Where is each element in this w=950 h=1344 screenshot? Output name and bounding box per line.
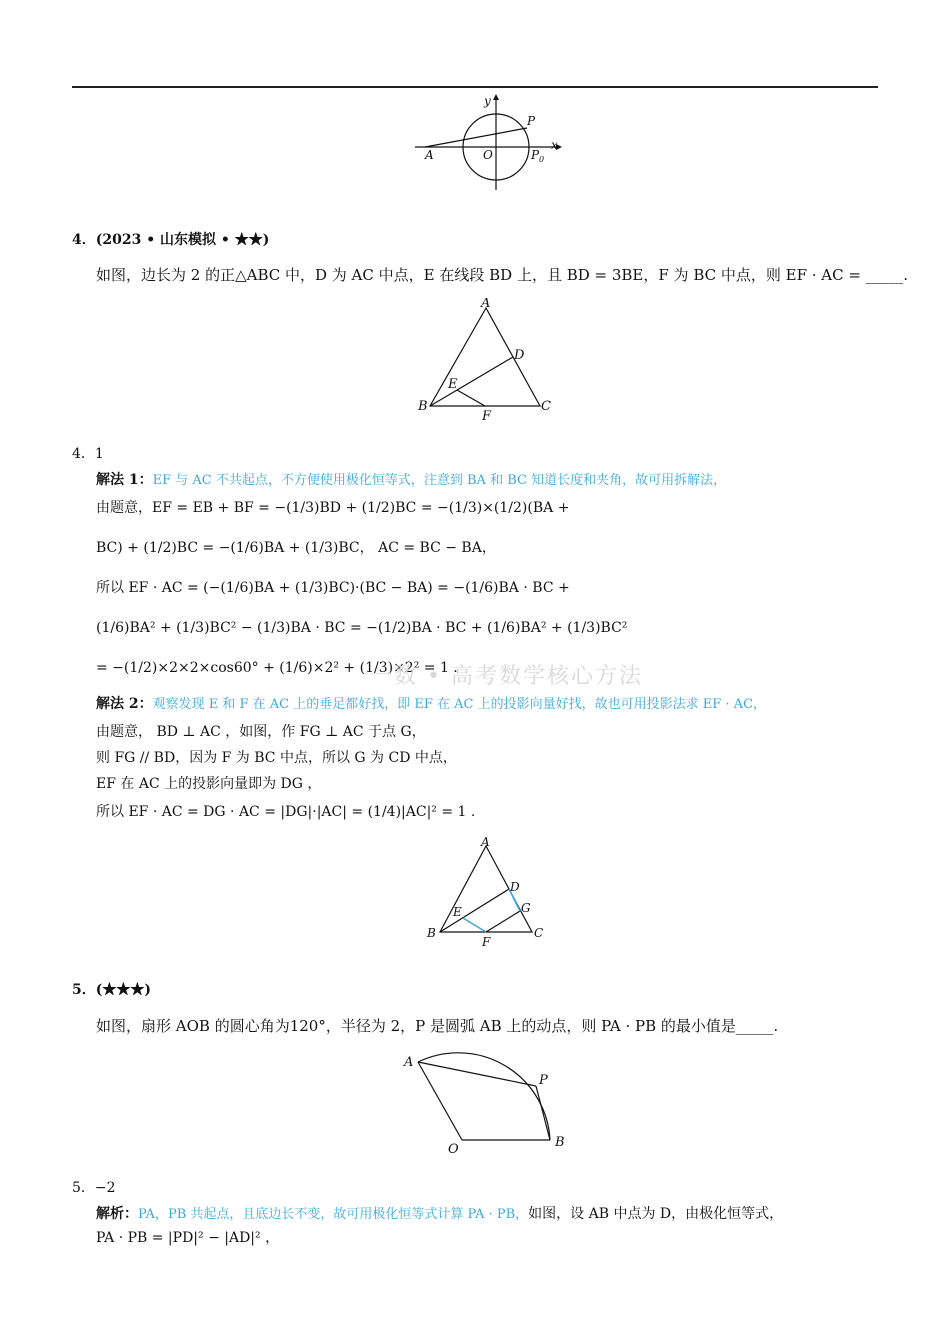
- q5-label-B: B: [555, 1135, 565, 1150]
- a4-method2: [96, 694, 766, 715]
- top-rule: [72, 86, 878, 88]
- q4s-label-C: C: [534, 926, 544, 940]
- label-P0-sub: 0: [539, 155, 545, 164]
- q4-label-E: E: [448, 377, 458, 392]
- a4-line5: = −(1/2)×2×2×cos60° + (1/6)×2² + (1/3)×2² = 1 .: [96, 660, 458, 676]
- a4-answer: 4．1: [72, 446, 104, 462]
- a5-rest: 如图，设 AB 中点为 D，由极化恒等式，: [528, 1206, 784, 1222]
- a4-method1: [96, 470, 726, 491]
- figure-circle-axes: [410, 92, 570, 192]
- q4-stem: 如图，边长为 2 的正△ABC 中，D 为 AC 中点，E 在线段 BD 上，且 BD = 3BE，F 为 BC 中点，则 EF · AC = _____.: [96, 266, 908, 284]
- figure-triangle-q4: [410, 298, 560, 424]
- q5-header: 5．(★★★): [72, 982, 151, 998]
- label-y: y: [484, 94, 491, 108]
- q4s-label-E: E: [453, 905, 462, 919]
- q4-label-B: B: [418, 399, 428, 414]
- a5-label: 解析：: [96, 1206, 138, 1222]
- a4-method1-label: 解法 1：: [96, 472, 153, 488]
- label-P: P: [527, 114, 536, 128]
- a5-analysis: [96, 1204, 783, 1225]
- a5-answer: 5．−2: [72, 1180, 116, 1196]
- q5-label-O: O: [448, 1142, 459, 1157]
- a4-method1-note: EF 与 AC 不共起点，不方便使用极化恒等式，注意到 BA 和 BC 知道长度和夹角，故可用拆解法，: [152, 473, 727, 488]
- q4-label-F: F: [482, 409, 492, 424]
- q5-label-P: P: [539, 1073, 548, 1088]
- q4-header: 4．(2023 • 山东模拟 • ★★): [72, 232, 270, 248]
- a4-line9: 所以 EF · AC = DG · AC = |DG|·|AC| = (1/4)|AC|² = 1 .: [96, 804, 476, 820]
- q4s-label-A: A: [481, 835, 490, 849]
- a4-line3: 所以 EF · AC = (−(1/6)BA + (1/3)BC)·(BC − BA) = −(1/6)BA · BC +: [96, 580, 570, 596]
- a4-method2-note: 观察发现 E 和 F 在 AC 上的垂足都好找，即 EF 在 AC 上的投影向量好找，故也可用投影法求 EF · AC，: [152, 697, 767, 712]
- q4-label-D: D: [514, 348, 525, 363]
- a4-line4: (1/6)BA² + (1/3)BC² − (1/3)BA · BC = −(1/2)BA · BC + (1/6)BA² + (1/3)BC²: [96, 620, 628, 636]
- a4-line8: EF 在 AC 上的投影向量即为 DG ，: [96, 776, 322, 792]
- q4s-label-B: B: [427, 926, 436, 940]
- figure-triangle-projection: [418, 834, 568, 950]
- a4-method2-label: 解法 2：: [96, 696, 153, 712]
- label-O: O: [483, 148, 493, 162]
- a4-line7: 则 FG // BD，因为 F 为 BC 中点，所以 G 为 CD 中点，: [96, 750, 457, 766]
- figure-sector-q5: [400, 1040, 580, 1160]
- label-A: A: [425, 148, 434, 162]
- q5-stem: 如图，扇形 AOB 的圆心角为120°，半径为 2，P 是圆弧 AB 上的动点，则 PA · PB 的最小值是_____.: [96, 1017, 779, 1035]
- q4s-label-G: G: [521, 901, 531, 915]
- a5-note: PA，PB 共起点，且底边长不变，故可用极化恒等式计算 PA · PB，: [138, 1207, 529, 1222]
- q4-label-A: A: [481, 298, 491, 311]
- label-x: x: [551, 138, 558, 152]
- q4s-label-D: D: [510, 880, 520, 894]
- q4-label-C: C: [541, 399, 551, 414]
- a5-line1: PA · PB = |PD|² − |AD|² ，: [96, 1230, 280, 1246]
- a4-line2: BC) + (1/2)BC = −(1/6)BA + (1/3)BC， AC = BC − BA，: [96, 540, 496, 556]
- watermark: 一数 • 高考数学核心方法: [370, 664, 643, 689]
- label-P0: P: [531, 148, 540, 162]
- q5-label-A: A: [404, 1055, 414, 1070]
- a4-line6: 由题意， BD ⊥ AC ，如图，作 FG ⊥ AC 于点 G，: [96, 724, 426, 740]
- q4s-label-F: F: [482, 935, 491, 949]
- a4-line1: 由题意，EF = EB + BF = −(1/3)BD + (1/2)BC = −(1/3)×(1/2)(BA +: [96, 500, 570, 516]
